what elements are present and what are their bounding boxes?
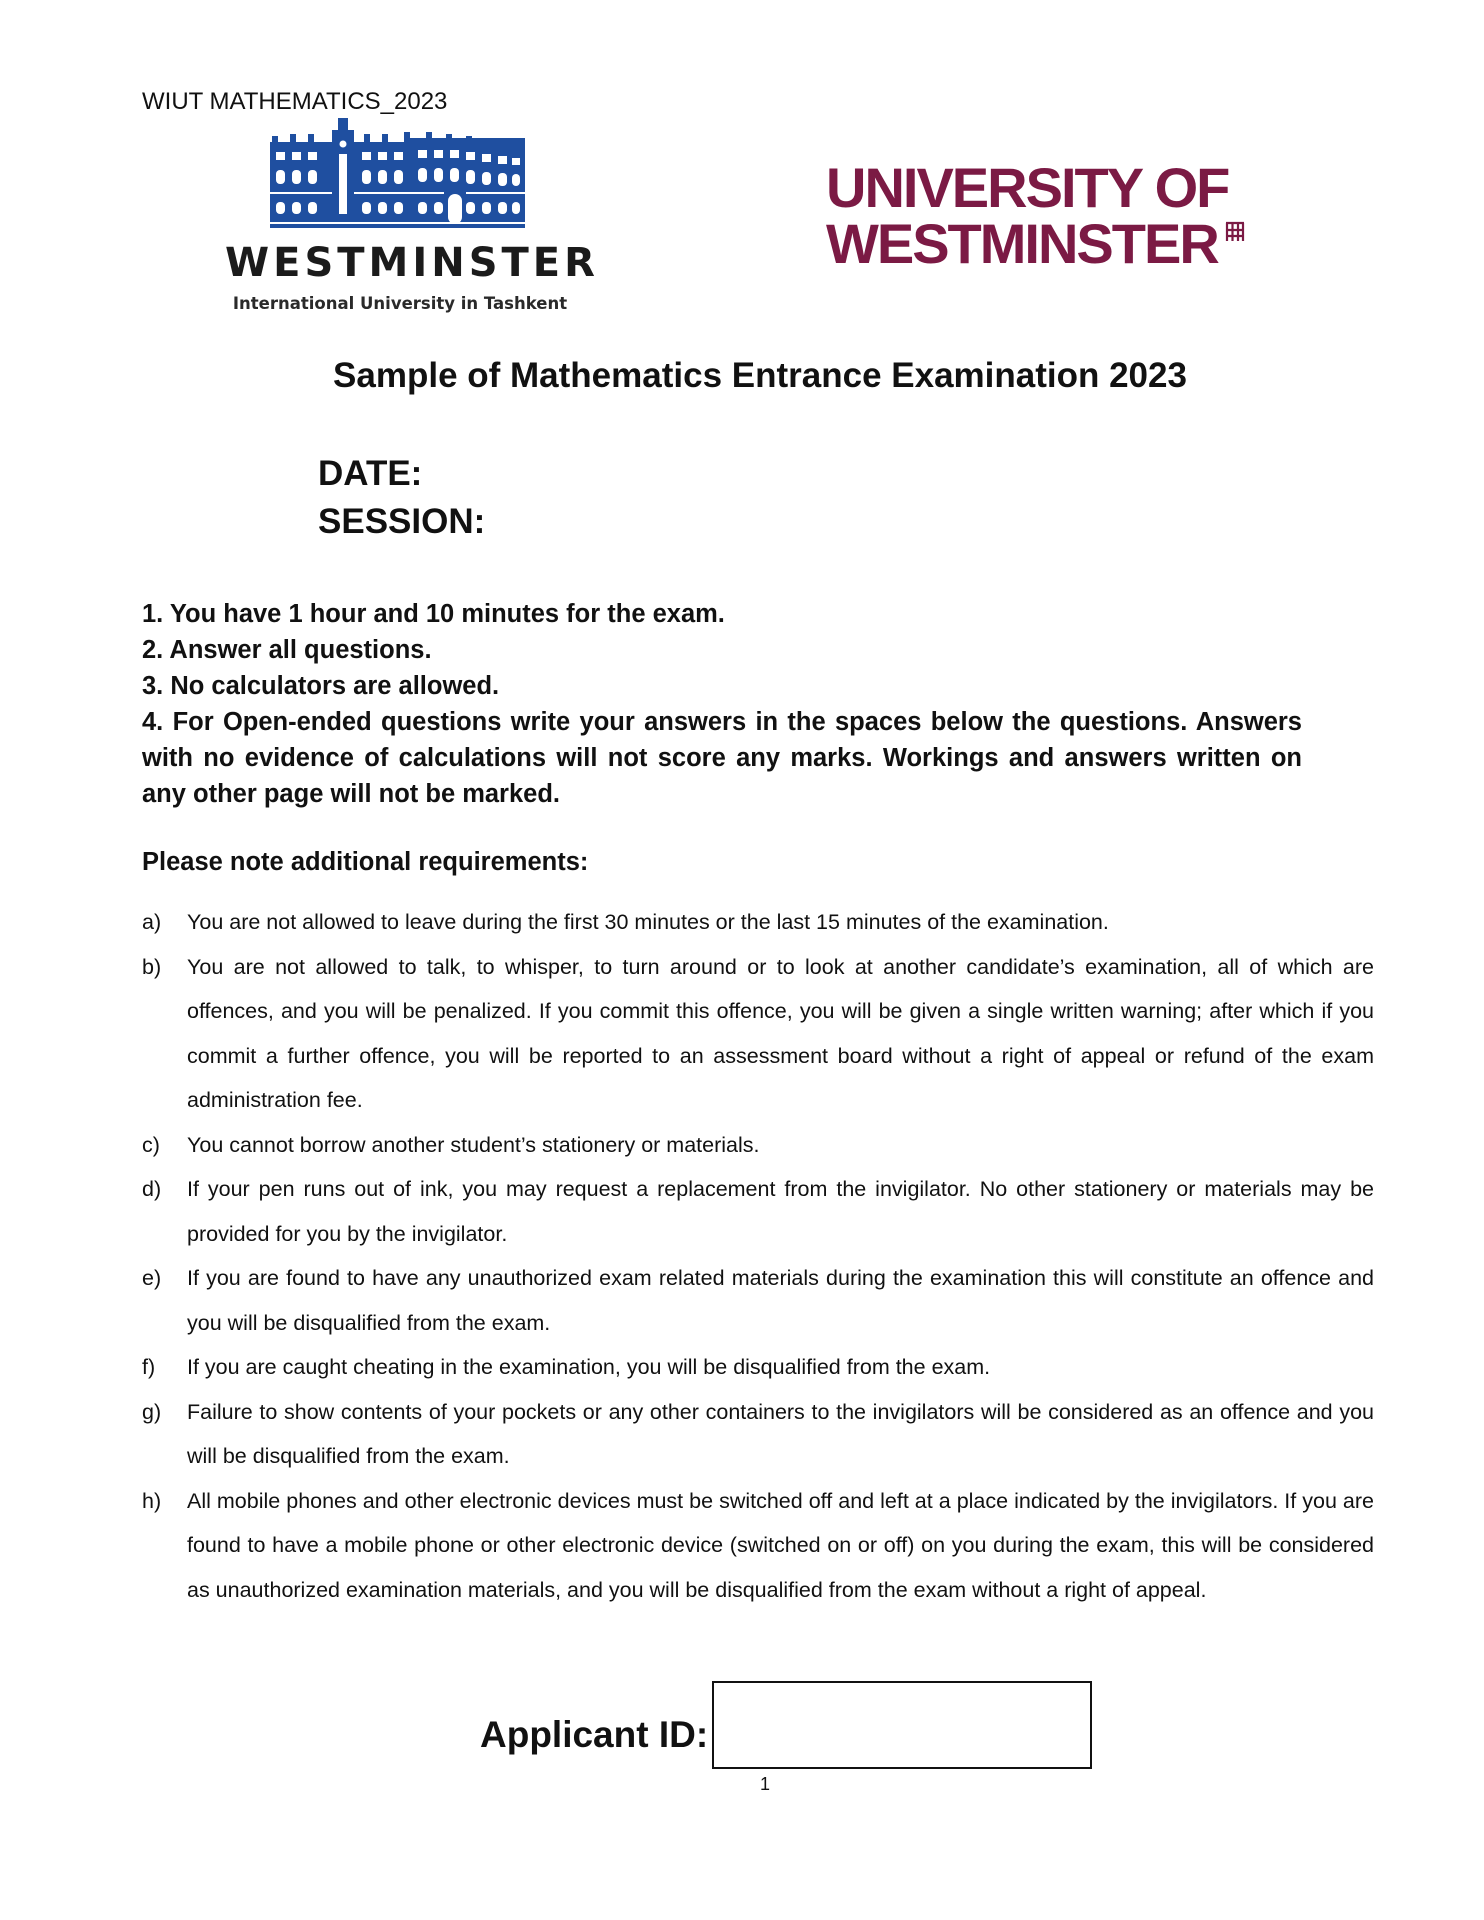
uow-logo	[826, 156, 1246, 275]
exam-rule: 3. No calculators are allowed.	[142, 672, 500, 700]
exam-rule: 2. Answer all questions.	[142, 636, 432, 664]
requirement-letter: g)	[142, 1399, 162, 1424]
exam-rules-list	[142, 596, 1302, 812]
date-label: DATE:	[318, 454, 423, 493]
requirement-letter: a)	[142, 910, 162, 934]
requirement-item	[142, 1345, 1374, 1390]
requirement-text: You cannot borrow another student’s stationery or materials.	[187, 1132, 760, 1157]
university-building-icon	[270, 118, 525, 228]
session-label: SESSION:	[318, 502, 486, 541]
requirement-text: If you are found to have any unauthorized exam related materials during the examination this will constitute an offence and you will be disqualified from the exam.	[187, 1266, 1374, 1335]
requirement-item	[142, 900, 1374, 945]
requirement-item	[142, 1256, 1374, 1345]
uow-logo-line1: UNIVERSITY OF	[826, 156, 1229, 219]
requirement-item	[142, 1390, 1374, 1479]
requirement-letter: e)	[142, 1266, 162, 1290]
requirement-letter: b)	[142, 954, 162, 979]
applicant-id-label: Applicant ID:	[480, 1714, 709, 1755]
requirement-letter: h)	[142, 1488, 162, 1513]
requirement-item	[142, 1479, 1374, 1613]
requirement-text: Failure to show contents of your pockets or any other containers to the invigilators will be considered as an offence and you will be disqualified from the exam.	[187, 1399, 1374, 1468]
uow-logo-line2: WESTMINSTER	[826, 212, 1218, 275]
requirement-text: All mobile phones and other electronic devices must be switched off and left at a place indicated by the invigilators. If you are found to have a mobile phone or other electronic device (switched on or off) on you during the exam, this will be considered as unauthorized examination materials, and you will be disqualified from the exam without a right of appeal.	[187, 1488, 1374, 1602]
requirements-heading: Please note additional requirements:	[142, 848, 589, 876]
requirement-item	[142, 945, 1374, 1123]
requirements-list	[142, 900, 1374, 1612]
exam-rule: 4. For Open-ended questions write your answers in the spaces below the questions. Answers with no evidence of calculations will not score any marks. Workings and answers written on any other page will not be marked.	[142, 708, 1302, 808]
requirement-text: You are not allowed to talk, to whisper, to turn around or to look at another candidate’s examination, all of which are offences, and you will be penalized. If you commit this offence, you will be given a single written warning; after which if you commit a further offence, you will be reported to an assessment board without a right of appeal or refund of the exam administration fee.	[187, 954, 1374, 1112]
wiut-subtitle: International University in Tashkent	[232, 294, 568, 313]
exam-rule: 1. You have 1 hour and 10 minutes for the exam.	[142, 600, 725, 628]
exam-title: Sample of Mathematics Entrance Examination 2023	[333, 356, 1187, 395]
applicant-id-field[interactable]	[712, 1681, 1092, 1769]
wiut-wordmark: WESTMINSTER	[225, 240, 599, 286]
uow-logo-line2-wrapper	[826, 212, 1246, 275]
requirement-letter: f)	[142, 1355, 156, 1379]
requirement-text: You are not allowed to leave during the first 30 minutes or the last 15 minutes of the examination.	[187, 910, 1109, 934]
requirement-text: If your pen runs out of ink, you may request a replacement from the invigilator. No other stationery or materials may be provided for you by the invigilator.	[187, 1177, 1374, 1246]
requirement-letter: c)	[142, 1132, 160, 1157]
wiut-logo	[225, 118, 599, 318]
requirement-item	[142, 1167, 1374, 1256]
portcullis-grid-icon	[1224, 220, 1246, 242]
requirement-item	[142, 1123, 1374, 1168]
document-header-code: WIUT MATHEMATICS_2023	[142, 88, 448, 115]
requirement-letter: d)	[142, 1177, 162, 1201]
requirement-text: If you are caught cheating in the examination, you will be disqualified from the exam.	[187, 1355, 991, 1379]
page-number: 1	[760, 1774, 771, 1794]
